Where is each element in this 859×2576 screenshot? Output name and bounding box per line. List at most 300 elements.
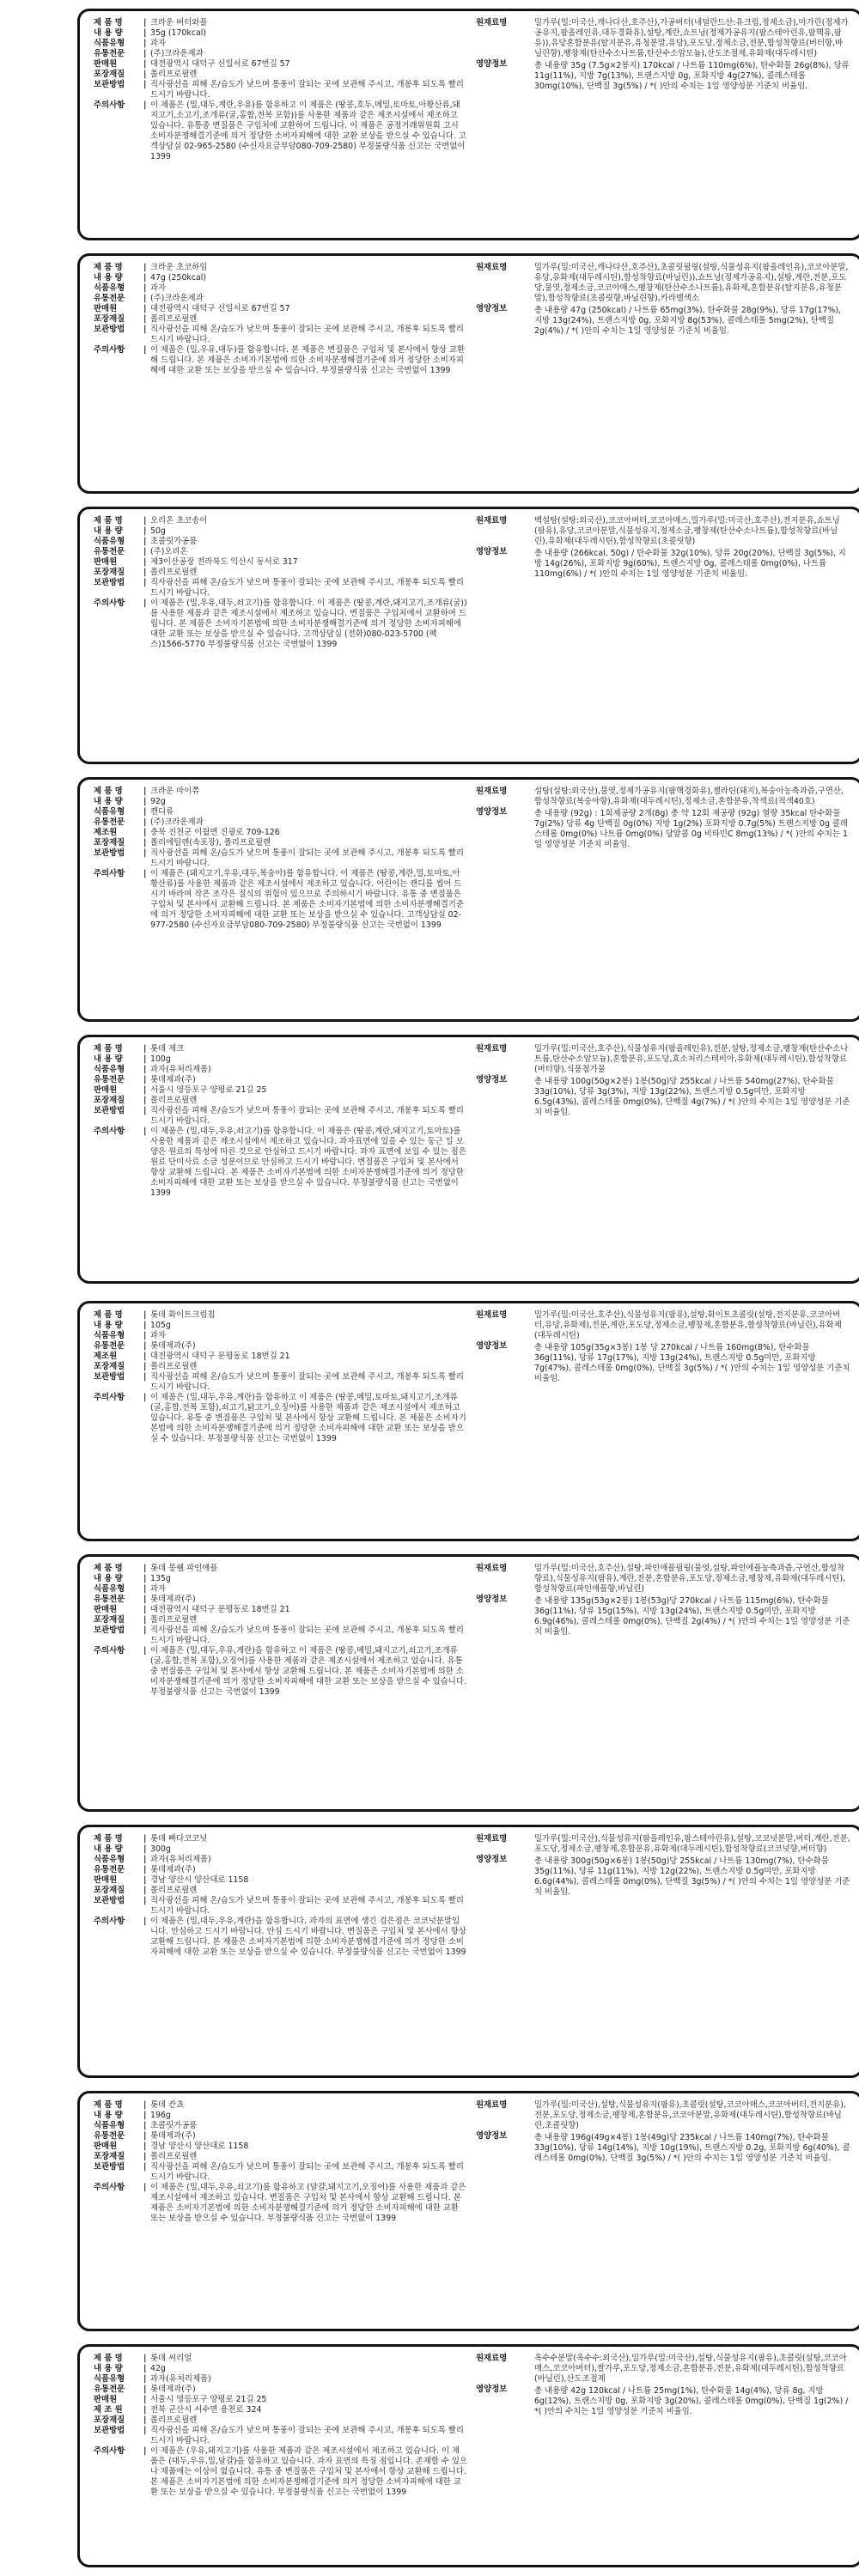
ingredients-value xyxy=(534,263,850,304)
info-separator: | xyxy=(143,848,147,858)
info-row xyxy=(94,787,467,797)
info-value: 196g xyxy=(150,2111,171,2120)
info-separator: | xyxy=(143,1896,147,1905)
info-separator: | xyxy=(143,100,147,110)
info-separator: | xyxy=(143,2415,147,2425)
info-row xyxy=(94,1605,467,1615)
info-separator: | xyxy=(143,2152,147,2161)
info-value: 폴리프로필렌 xyxy=(150,70,198,79)
nutrition-column xyxy=(467,516,850,755)
info-separator: | xyxy=(143,273,147,283)
ingredients-row xyxy=(476,2100,850,2131)
nutrition-text: 총 내용량 105g(35g×3봉) 1봉 당 270kcal / 나트륨 160mg(8%), 탄수화물 36g(11%), 당류 17g(17%), 지방 13g(24%), 트랜스지방 0.5g미만, 포화지방 7g(47%), 콜레스테롤 0mg(0%), 단백질 3g(5%) / *( )안의 수치는 1일 영양성분 기준치 비율임. xyxy=(534,1343,850,1383)
ingredients-label: 원재료명 xyxy=(476,1044,508,1054)
nutrition-column xyxy=(467,263,850,484)
product-info-column xyxy=(94,516,467,755)
info-value: 서울시 영등포구 양평로 21길 25 xyxy=(150,2395,267,2404)
ingredients-text: 밀가루(밀:미국산,호주산),식물성유지(팜유),설탕,화이트초콜릿(설탕,전지분유,코코아버터,유당,유화제),전분,계란,포도당,정제소금,팽창제,혼합분유,합성착향료(바닐린),유화제(대두레시틴) xyxy=(534,1310,842,1340)
info-row xyxy=(94,1646,467,1698)
product-info-column xyxy=(94,1564,467,1802)
info-separator: | xyxy=(143,1372,147,1382)
nutrition-row xyxy=(476,2131,850,2164)
info-value: 직사광선을 피해 온/습도가 낮으며 통풍이 잘되는 곳에 보관해 주시고, 개봉후 되도록 빨리 드시기 바랍니다. xyxy=(150,1625,464,1645)
info-separator: | xyxy=(143,2100,147,2110)
info-row xyxy=(94,828,467,838)
nutrition-value xyxy=(534,1075,850,1118)
info-separator: | xyxy=(143,1352,147,1361)
nutrition-value xyxy=(534,304,850,337)
info-label: 내 용 량 xyxy=(94,797,123,806)
info-separator: | xyxy=(143,568,147,577)
info-value: 300g xyxy=(150,1844,171,1854)
info-separator: | xyxy=(143,2121,147,2130)
info-row xyxy=(94,1085,467,1096)
info-separator: | xyxy=(143,1865,147,1874)
info-separator: | xyxy=(143,1584,147,1594)
info-row xyxy=(94,1886,467,1896)
info-value: 롯데제과(주) xyxy=(150,1865,196,1874)
info-value: 크라운 버터와플 xyxy=(150,18,208,27)
info-separator: | xyxy=(143,18,147,27)
info-value: 과자 xyxy=(150,283,167,293)
info-value: 초콜릿가공품 xyxy=(150,2121,198,2130)
info-label: 유통전문 xyxy=(94,547,125,556)
ingredients-label: 원재료명 xyxy=(476,1834,508,1844)
info-row xyxy=(94,80,467,100)
info-value: (주)크라운제과 xyxy=(150,294,204,303)
info-separator: | xyxy=(143,2446,147,2456)
info-value: 직사광선을 피해 온/습도가 낮으며 통풍이 잘되는 곳에 보관해 주시고, 개봉후 되도록 빨리 드시기 바랍니다. xyxy=(150,80,464,100)
info-row xyxy=(94,869,467,931)
info-value: 롯데 몽쉘 파인애플 xyxy=(150,1564,218,1573)
info-row xyxy=(94,1331,467,1341)
nutrition-label-card xyxy=(77,1035,859,1284)
info-value: 롯데제과(주) xyxy=(150,2131,196,2141)
info-row xyxy=(94,1855,467,1865)
info-separator: | xyxy=(143,1331,147,1340)
info-value: 이 제품은 (밀,대두,우유,계란)을 함유합니다. 과자의 표면에 생긴 검은점은 코코넛분말입니다. 안심하고 드시기 바랍니다. 안심 드시기 바랍니다. 변질품은 구입처 및 본사에서 항상 교환해 드립니다. 본 제품은 소비자기본법에 의한 소비자분쟁해결기준에 의거 정당한 소비자피해에 대한 교환 또는 보상을 받으실 수 있습니다. 부정불량식품 신고는 국번없이 1399 xyxy=(150,1917,466,1957)
info-value: 롯데 칸쵸 xyxy=(150,2100,185,2110)
nutrition-label-card xyxy=(77,507,859,764)
info-row xyxy=(94,1106,467,1127)
nutrition-column xyxy=(467,787,850,1012)
nutrition-row xyxy=(476,807,850,850)
info-row xyxy=(94,2374,467,2385)
info-value: 폴리프로필렌 xyxy=(150,1362,198,1371)
info-separator: | xyxy=(143,557,147,567)
info-label: 내 용 량 xyxy=(94,1321,123,1330)
info-separator: | xyxy=(143,537,147,546)
info-row xyxy=(94,49,467,59)
info-value: 서울시 영등포구 양평로 21길 25 xyxy=(150,1085,267,1095)
nutrition-label: 영양정보 xyxy=(476,1595,508,1604)
info-row xyxy=(94,18,467,28)
ingredients-label: 원재료명 xyxy=(476,787,508,796)
info-label: 제 품 명 xyxy=(94,516,123,526)
ingredients-text: 밀가루(밀:미국산),설탕,식물성유지(팜유),초콜릿(설탕,코코아매스,코코아버터,전지분유),전분,포도당,정제소금,팽창제,혼합분유,코코아분말,유화제(대두레시틴),합성착향료(바닐린,초콜릿향) xyxy=(534,2100,846,2130)
info-row xyxy=(94,1075,467,1085)
product-info-column xyxy=(94,2354,467,2558)
ingredients-row xyxy=(476,1564,850,1595)
nutrition-label-card xyxy=(77,1554,859,1812)
info-value: 캔디류 xyxy=(150,807,174,817)
info-separator: | xyxy=(143,1065,147,1074)
info-value: 롯데 빠다코코넛 xyxy=(150,1834,208,1844)
info-value: 직사광선을 피해 온/습도가 낮으며 통풍이 잘되는 곳에 보관해 주시고, 개봉후 되도록 빨리 드시기 바랍니다. xyxy=(150,1896,464,1916)
info-row xyxy=(94,2183,467,2224)
info-value: 롯데 제크 xyxy=(150,1044,185,1054)
info-row xyxy=(94,2121,467,2131)
info-label: 유통전문 xyxy=(94,1341,125,1351)
ingredients-value xyxy=(534,1834,850,1855)
info-value: 직사광선을 피해 온/습도가 낮으며 통풍이 잘되는 곳에 보관해 주시고, 개봉후 되도록 빨리 드시기 바랍니다. xyxy=(150,325,464,344)
nutrition-column xyxy=(467,2354,850,2558)
info-row xyxy=(94,1393,467,1444)
info-label: 제 품 명 xyxy=(94,1564,123,1573)
info-value: 105g xyxy=(150,1321,171,1330)
info-row xyxy=(94,557,467,568)
info-label: 식품유형 xyxy=(94,2374,125,2384)
info-separator: | xyxy=(143,294,147,303)
info-label: 제조원 xyxy=(94,828,118,837)
ingredients-row xyxy=(476,18,850,59)
info-row xyxy=(94,526,467,537)
info-separator: | xyxy=(143,578,147,587)
info-label: 보관방법 xyxy=(94,1625,125,1635)
info-label: 내 용 량 xyxy=(94,273,123,283)
ingredients-label: 원재료명 xyxy=(476,263,508,272)
info-row xyxy=(94,1844,467,1855)
info-row xyxy=(94,2152,467,2162)
info-value: 이 제품은 (돼지고기,우유,대두,복숭아)를 함유합니다. 이 제품은 (땅콩,계란,밀,토마토,아황산류)를 사용한 제품과 같은 제조시설에서 제조하고 있습니다. 어린이는 캔디를 씹어 드시기 바라며 작은 조각은 질식의 위험이 있으므로 주의하시기 바랍니다. 유통 중 변질품은 구입처 및 본사에서 교환해 드립니다. 본 제품은 소비자기본법에 의한 소비자분쟁해결기준에 의거 정당한 소비자피해에 대한 교환 또는 보상을 받으실 수 있습니다. 고객상담실 02-977-2580 (수신자요금부담080-709-2580) 부정불량식품 신고는 국번없이 1399 xyxy=(150,869,464,930)
nutrition-column xyxy=(467,1564,850,1802)
info-row xyxy=(94,1865,467,1875)
product-info-column xyxy=(94,2100,467,2322)
nutrition-row xyxy=(476,1595,850,1637)
info-row xyxy=(94,273,467,283)
ingredients-label: 원재료명 xyxy=(476,1310,508,1320)
ingredients-row xyxy=(476,1044,850,1075)
info-separator: | xyxy=(143,1321,147,1330)
info-row xyxy=(94,304,467,314)
info-value: 롯데제과(주) xyxy=(150,1595,196,1604)
ingredients-label: 원재료명 xyxy=(476,2100,508,2110)
info-label: 주의사항 xyxy=(94,2446,125,2456)
info-value: 폴리프로필렌 xyxy=(150,568,198,577)
info-label: 주의사항 xyxy=(94,1127,125,1136)
nutrition-label: 영양정보 xyxy=(476,547,508,556)
info-row xyxy=(94,817,467,828)
info-separator: | xyxy=(143,1595,147,1604)
info-value: 크라운 마이쮸 xyxy=(150,787,200,796)
nutrition-value xyxy=(534,547,850,580)
info-label: 내 용 량 xyxy=(94,2364,123,2373)
info-value: 과자 xyxy=(150,1331,167,1340)
info-row xyxy=(94,1096,467,1106)
product-info-column xyxy=(94,1310,467,1532)
info-value: 롯데 화이트크림칩 xyxy=(150,1310,216,1320)
info-separator: | xyxy=(143,325,147,334)
ingredients-text: 밀가루(밀:미국산,캐나다산,호주산),초콜릿필링(설탕,식물성유지(팜올레인유),코코아분말,유당,유화제(대두레시틴),합성착향료(바닐린)),쇼트닝(정제가공유지),설탕,계란,전분,포도당,물엿,정제소금,코코아매스,팽창제(탄산수소나트륨),유화제,혼합분유(탈지분유,유청분말),합성착향료(초콜릿향,바닐린향),카라멜색소 xyxy=(534,263,849,303)
info-value: 경남 양산시 양산대로 1158 xyxy=(150,2142,249,2151)
info-label: 주의사항 xyxy=(94,100,125,110)
info-label: 식품유형 xyxy=(94,537,125,546)
info-label: 식품유형 xyxy=(94,1584,125,1594)
info-row xyxy=(94,1362,467,1372)
info-separator: | xyxy=(143,1646,147,1656)
info-separator: | xyxy=(143,1886,147,1895)
info-label: 유통전문 xyxy=(94,2385,125,2394)
ingredients-value xyxy=(534,1564,850,1595)
info-row xyxy=(94,1896,467,1917)
info-label: 주의사항 xyxy=(94,598,125,608)
info-value: 직사광선을 피해 온/습도가 낮으며 통풍이 잘되는 곳에 보관해 주시고, 개봉후 되도록 빨리 드시기 바랍니다. xyxy=(150,2162,464,2182)
nutrition-label-card xyxy=(77,1825,859,2078)
info-row xyxy=(94,283,467,294)
nutrition-text: 총 내용량 100g(50g×2봉) 1봉(50g)당 255kcal / 나트륨 540mg(27%), 탄수화물 33g(10%), 당류 3g(3%), 지방 13g(22%), 트랜스지방 0.5g미만, 포화지방 6.5g(43%), 콜레스테롤 0mg(0%), 단백질 4g(7%) / *( )안의 수치는 1일 영양성분 기준치 비율임. xyxy=(534,1077,850,1117)
info-row xyxy=(94,345,467,376)
info-row xyxy=(94,2142,467,2152)
info-value: 충북 진천군 이월면 진광로 709-126 xyxy=(150,828,280,837)
info-row xyxy=(94,1352,467,1362)
info-separator: | xyxy=(143,1085,147,1095)
ingredients-value xyxy=(534,18,850,59)
info-label: 유통전문 xyxy=(94,1865,125,1874)
info-value: 과자(유처리제품) xyxy=(150,2374,211,2384)
info-row xyxy=(94,59,467,70)
info-row xyxy=(94,1574,467,1584)
info-value: 이 제품은 (밀,대두,계란,우유)를 함유하고 이 제품은 (땅콩,호두,메밀,토마토,아황산류,돼지고기,소고기,조개류(굴,홍합,전복 포함))를 사용한 제품과 같은 제조시설에서 제조하고 있습니다. 유통중 변질품은 구입처에 교환하여 드립니다. 이 제품은 공정거래위원회 고시 소비자분쟁해결기준에 의거 정당한 소비자피해에 대한 교환 보상을 받으실 수 있습니다. 고객상담실 02-965-2580 (수신자요금부담080-709-2580) 부정불량식품 신고는 국번없이 1399 xyxy=(150,100,466,161)
info-label: 주의사항 xyxy=(94,1917,125,1926)
info-label: 보관방법 xyxy=(94,2162,125,2172)
info-label: 포장재질 xyxy=(94,1615,125,1625)
info-row xyxy=(94,1917,467,1958)
ingredients-label: 원재료명 xyxy=(476,18,508,27)
nutrition-row xyxy=(476,547,850,580)
info-separator: | xyxy=(143,2364,147,2373)
info-value: 폴리프로필렌 xyxy=(150,1886,198,1895)
info-value: 이 제품은 (우유,돼지고기)를 사용한 제품과 같은 제조시설에서 제조하고 있습니다. 이 제품은 (대두,우유,밀,달걀)을 함유하고 있습니다. 과자 표면의 특징 점입니다. 존재할 수 있으나 제품에는 이상이 없습니다. 유통 중 변질품은 구입처 및 본사에서 항상 교환해 드립니다. 본 제품은 소비자기본법에 의한 소비자분쟁해결기준에 의거 정당한 소비자피해에 대한 교환 또는 보상을 받으실 수 있습니다. 부정불량식품 신고는 국번없이 1399 xyxy=(150,2446,467,2497)
info-row xyxy=(94,2395,467,2405)
info-label: 내 용 량 xyxy=(94,28,123,38)
ingredients-row xyxy=(476,2354,850,2385)
info-label: 식품유형 xyxy=(94,807,125,817)
info-separator: | xyxy=(143,283,147,293)
nutrition-column xyxy=(467,1310,850,1532)
info-label: 내 용 량 xyxy=(94,1574,123,1583)
info-value: 폴리프로필렌 xyxy=(150,1096,198,1105)
info-row xyxy=(94,100,467,162)
info-label: 보관방법 xyxy=(94,2426,125,2435)
info-value: (주)크라운제과 xyxy=(150,49,204,58)
info-separator: | xyxy=(143,1574,147,1583)
info-label: 제 품 명 xyxy=(94,787,123,796)
info-label: 판매원 xyxy=(94,557,118,567)
info-row xyxy=(94,1595,467,1605)
ingredients-text: 백설탕(설탕:외국산),코코아버터,코코아매스,밀가루(밀:미국산,호주산),전지분유,쇼트닝(팜유),유당,코코아분말,식물성유지,정제소금,팽창제(탄산수소나트륨),합성착향료(바닐린),유화제(대두레시틴),합성착향료(초콜릿향) xyxy=(534,516,840,546)
nutrition-value xyxy=(534,807,850,850)
nutrition-label-card xyxy=(77,1301,859,1541)
info-row xyxy=(94,797,467,807)
info-value: 폴리프로필렌 xyxy=(150,314,198,324)
info-row xyxy=(94,1321,467,1331)
nutrition-text: 총 내용량 300g(50g×6봉) 1봉(50g)당 255kcal / 나트륨 130mg(7%), 탄수화물 35g(11%), 당류 11g(11%), 지방 12g(22%), 트랜스지방 0.5g미만, 포화지방 6.6g(44%), 콜레스테롤 0mg(0%), 단백질 3g(5%) / *( )안의 수치는 1일 영양성분 기준치 비율임. xyxy=(534,1856,850,1897)
info-value: 대전광역시 대덕구 신일서로 67번길 57 xyxy=(150,59,290,69)
info-separator: | xyxy=(143,2162,147,2172)
info-value: 직사광선을 피해 온/습도가 낮으며 통풍이 잘되는 곳에 보관해 주시고, 개봉후 되도록 빨리 드시기 바랍니다. xyxy=(150,578,464,598)
info-row xyxy=(94,537,467,547)
ingredients-text: 밀가루(밀:미국산),식물성유지(팜올레인유,팜스테아린유),설탕,코코넛분말,버터,계란,전분,포도당,정제소금,팽창제,혼합분유,유화제(대두레시틴),합성착향료(코코넛향,버터향) xyxy=(534,1834,850,1854)
info-row xyxy=(94,2446,467,2498)
nutrition-row xyxy=(476,59,850,92)
nutrition-row xyxy=(476,304,850,337)
nutrition-column xyxy=(467,1834,850,2069)
info-value: 폴리에틸렌(속포장), 폴리프로필렌 xyxy=(150,838,271,848)
info-separator: | xyxy=(143,304,147,313)
info-row xyxy=(94,2131,467,2142)
nutrition-label-card xyxy=(77,9,859,240)
ingredients-row xyxy=(476,263,850,304)
info-separator: | xyxy=(143,869,147,878)
info-separator: | xyxy=(143,2395,147,2404)
info-label: 판매원 xyxy=(94,1605,118,1614)
info-value: (주)오리온 xyxy=(150,547,188,556)
info-label: 보관방법 xyxy=(94,325,125,334)
info-separator: | xyxy=(143,787,147,796)
info-separator: | xyxy=(143,547,147,556)
nutrition-label: 영양정보 xyxy=(476,1341,508,1351)
info-label: 유통전문 xyxy=(94,49,125,58)
info-row xyxy=(94,325,467,345)
info-row xyxy=(94,294,467,304)
info-separator: | xyxy=(143,2183,147,2192)
info-separator: | xyxy=(143,516,147,526)
info-row xyxy=(94,1310,467,1321)
info-label: 유통전문 xyxy=(94,2131,125,2141)
info-separator: | xyxy=(143,1044,147,1054)
info-separator: | xyxy=(143,1096,147,1105)
nutrition-label: 영양정보 xyxy=(476,59,508,69)
info-label: 유통전문 xyxy=(94,294,125,303)
nutrition-label: 영양정보 xyxy=(476,2131,508,2141)
info-row xyxy=(94,1584,467,1595)
info-label: 유통전문 xyxy=(94,1075,125,1084)
info-separator: | xyxy=(143,80,147,89)
info-value: 직사광선을 피해 온/습도가 낮으며 통풍이 잘되는 곳에 보관해 주시고, 개봉후 되도록 빨리 드시기 바랍니다. xyxy=(150,848,464,868)
info-label: 포장재질 xyxy=(94,2415,125,2425)
info-separator: | xyxy=(143,797,147,806)
info-row xyxy=(94,1625,467,1646)
product-info-column xyxy=(94,18,467,231)
nutrition-value xyxy=(534,1595,850,1637)
info-label: 식품유형 xyxy=(94,1331,125,1340)
info-label: 유통전문 xyxy=(94,1595,125,1604)
ingredients-text: 옥수수분말(옥수수:외국산),밀가루(밀:미국산),설탕,식물성유지(팜유),초콜릿(설탕,코코아매스,코코아버터),쌀가루,포도당,정제소금,혼합분유,전분,유화제(대두레시틴),합성착향료(바닐린),산도조절제 xyxy=(534,2354,847,2384)
nutrition-row xyxy=(476,1855,850,1898)
nutrition-label: 영양정보 xyxy=(476,304,508,313)
info-separator: | xyxy=(143,1615,147,1625)
info-row xyxy=(94,1127,467,1199)
info-row xyxy=(94,1372,467,1393)
info-row xyxy=(94,2162,467,2183)
info-separator: | xyxy=(143,1844,147,1854)
info-value: 42g xyxy=(150,2364,166,2373)
info-value: 롯데 씨리얼 xyxy=(150,2354,192,2363)
info-value: 과자 xyxy=(150,1584,167,1594)
info-value: 135g xyxy=(150,1574,171,1583)
nutrition-value xyxy=(534,1855,850,1898)
info-row xyxy=(94,1834,467,1844)
info-label: 주의사항 xyxy=(94,869,125,878)
info-label: 보관방법 xyxy=(94,578,125,587)
info-row xyxy=(94,1054,467,1065)
info-row xyxy=(94,2415,467,2426)
info-value: 전북 군산시 서수면 용천로 324 xyxy=(150,2405,262,2415)
info-label: 제 품 명 xyxy=(94,1834,123,1844)
info-row xyxy=(94,568,467,578)
nutrition-label-card xyxy=(77,777,859,1022)
info-separator: | xyxy=(143,1855,147,1864)
info-value: 이 제품은 (밀,우유,대두)를 함유합니다. 본 제품은 변질품은 구입처 및 본사에서 항상 교환해 드립니다. 본 제품은 소비자기본법에 의한 소비자분쟁해결기준에 의거 정당한 소비자피해에 대한 교환 또는 보상을 받으실 수 있습니다. 부정불량식품 신고는 국번없이 1399 xyxy=(150,345,466,375)
info-label: 제 품 명 xyxy=(94,2354,123,2363)
info-separator: | xyxy=(143,345,147,355)
nutrition-text: 총 내용량 (266kcal, 50g) / 탄수화물 32g(10%), 당류 20g(20%), 단백질 3g(5%), 지방 14g(26%), 포화지방 9g(60%), 트랜스지방 0g, 콜레스테롤 0mg(0%), 나트륨 110mg(6%) / *( )안의 수치는 1일 영양성분 기준치 비율임. xyxy=(534,549,846,579)
info-value: 과자 xyxy=(150,39,167,48)
info-row xyxy=(94,848,467,869)
info-separator: | xyxy=(143,28,147,38)
info-separator: | xyxy=(143,1341,147,1351)
info-row xyxy=(94,2354,467,2364)
info-separator: | xyxy=(143,1310,147,1320)
info-value: 92g xyxy=(150,797,166,806)
info-value: 35g (170kcal) xyxy=(150,28,207,38)
nutrition-text: 총 내용량 196g(49g×4봉) 1봉(49g)당 235kcal / 나트륨 140mg(7%), 탄수화물 33g(10%), 당류 14g(14%), 지방 10g(19%), 트랜스지방 0.2g, 포화지방 6g(40%), 콜레스테롤 0mg(0%), 단백질 3g(5%) / *( )안의 수치는 1일 영양성분 기준치 비율임. xyxy=(534,2133,850,2163)
info-label: 보관방법 xyxy=(94,848,125,858)
info-separator: | xyxy=(143,828,147,837)
info-value: 오리온 초코송이 xyxy=(150,516,208,526)
ingredients-row xyxy=(476,1310,850,1341)
info-value: 폴리프로필렌 xyxy=(150,2152,198,2161)
info-label: 식품유형 xyxy=(94,1065,125,1074)
info-label: 내 용 량 xyxy=(94,2111,123,2120)
info-row xyxy=(94,2111,467,2121)
nutrition-text: 총 내용량 (92g) : 1회제공량 2개(8g) 총 약 12회 제공량 (92g) 열량 35kcal 탄수화물 7g(2%) 당류 4g 단백질 0g(0%) 지방 1g(2%) 포화지방 0.7g(5%) 트랜스지방 0g 콜레스테롤 0mg(0%) 나트륨 0mg(0%) 당알콜 0g 비타민C 8mg(13%) / *( )안의 수치는 1일 영양성분 기준치 비율임. xyxy=(534,809,848,849)
info-label: 주의사항 xyxy=(94,345,125,355)
info-row xyxy=(94,2426,467,2446)
info-label: 제 품 명 xyxy=(94,1310,123,1320)
info-value: 대전광역시 대덕구 문평동로 18번길 21 xyxy=(150,1605,290,1614)
ingredients-label: 원재료명 xyxy=(476,516,508,526)
nutrition-value xyxy=(534,2131,850,2164)
info-row xyxy=(94,263,467,273)
ingredients-text: 밀가루(밀:미국산,호주산),설탕,파인애플필링(물엿,설탕,파인애플농축과즙,구연산,합성착향료),식물성유지(팜유),계란,전분,혼합분유,포도당,정제소금,팽창제,유화제(대두레시틴),합성착향료(파인애플향,바닐린) xyxy=(534,1564,846,1594)
nutrition-label-card xyxy=(77,253,859,494)
ingredients-row xyxy=(476,1834,850,1855)
info-row xyxy=(94,314,467,325)
info-value: 크라운 초코하임 xyxy=(150,263,208,272)
ingredients-value xyxy=(534,787,850,807)
nutrition-text: 총 내용량 42g 120kcal / 나트륨 25mg(1%), 탄수화물 14g(4%), 당류 8g, 지방 6g(12%), 트랜스지방 0g, 포화지방 3g(20%), 콜레스테롤 0mg(0%), 단백질 1g(2%) / *( )안의 수치는 1일 영양성분 기준치 비율임. xyxy=(534,2386,849,2416)
info-separator: | xyxy=(143,1075,147,1084)
ingredients-text: 설탕(설탕:외국산),물엿,정제가공유지(팜핵경화유),젤라틴(돼지),복숭아농축과즙,구연산,합성착향료(복숭아향),유화제(대두레시틴),정제소금,혼합분유,착색료(적색40호) xyxy=(534,787,844,806)
info-separator: | xyxy=(143,70,147,79)
info-separator: | xyxy=(143,1605,147,1614)
info-value: 과자(유처리제품) xyxy=(150,1065,211,1074)
info-value: 롯데제과(주) xyxy=(150,2385,196,2394)
ingredients-value xyxy=(534,1310,850,1341)
info-label: 유통전문 xyxy=(94,817,125,827)
nutrition-label-card xyxy=(77,2344,859,2567)
